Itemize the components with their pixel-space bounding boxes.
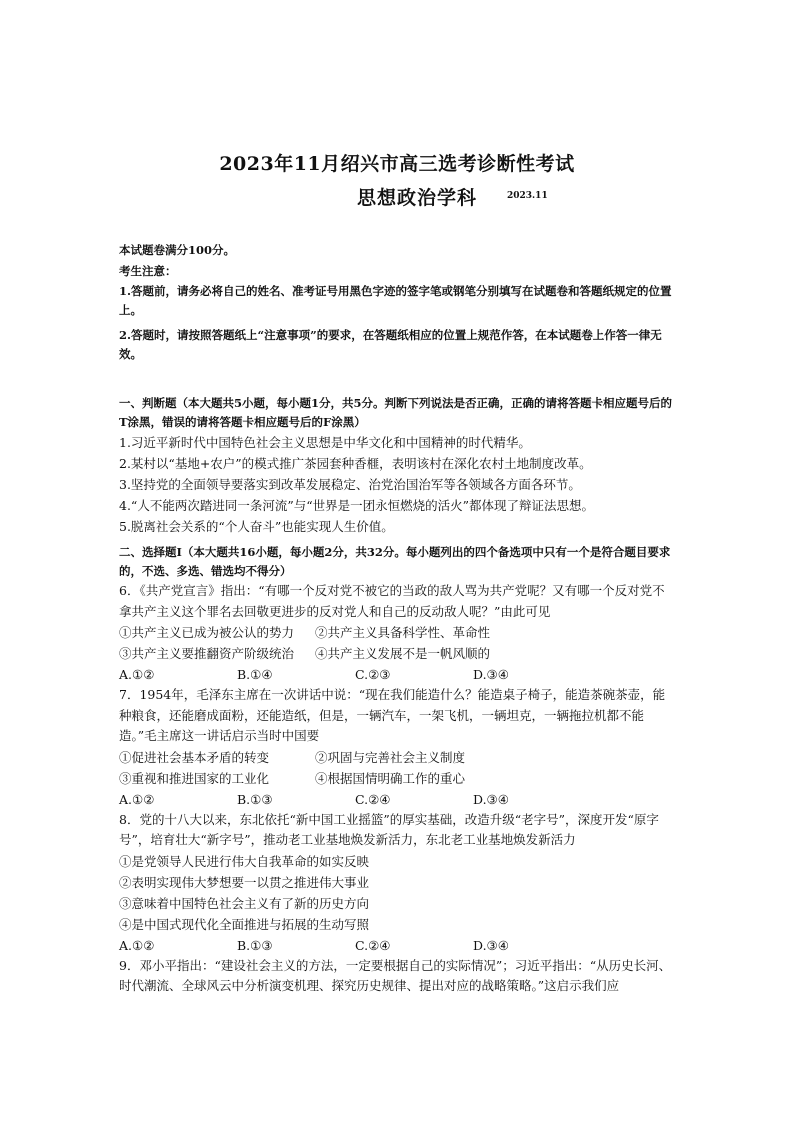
statement-2: ②共产主义具备科学性、革命性	[315, 625, 491, 640]
statement-1: ①促进社会基本矛盾的转变	[119, 749, 270, 765]
choice-c: C.②③	[355, 667, 391, 682]
choice-a: A.①②	[119, 791, 155, 807]
question-9-stem: 9．邓小平指出：“建设社会主义的方法，一定要根据自己的实际情况”；习近平指出：“从历史长河、时代潮流、全球风云中分析演变机理、探究历史规律、提出对应的战略策略。”这启示我们应	[119, 957, 672, 993]
judge-item: 2.某村以“基地+农户”的模式推广茶园套种香榧，表明该村在深化农村土地制度改革。	[119, 456, 592, 471]
statement-4: ④根据国情明确工作的重心	[315, 770, 466, 786]
statement-1: ①是党领导人民进行伟大自我革命的如实反映	[119, 853, 370, 869]
judge-item: 5.脱离社会关系的“个人奋斗”也能实现人生价值。	[119, 519, 394, 534]
question-6-stem: 6．《共产党宣言》指出：“有哪一个反对党不被它的当政的敌人骂为共产党呢？又有哪一个反对党不拿共产主义这个罪名去回敬更进步的反对党人和自己的反动敌人呢？”由此可见	[119, 583, 665, 619]
full-score: 本试题卷满分100分。	[119, 243, 236, 257]
exam-date: 2023.11	[507, 191, 548, 201]
statement-2: ②表明实现伟大梦想要一以贯之推进伟大事业	[119, 874, 370, 890]
question-7-choices	[119, 789, 675, 810]
notice-title: 考生注意：	[119, 264, 177, 278]
statement-3: ③意味着中国特色社会主义有了新的历史方向	[119, 895, 370, 911]
statement-4: ④是中国式现代化全面推进与拓展的生动写照	[119, 916, 370, 932]
question-6-statements	[119, 643, 675, 664]
judge-item: 3.坚持党的全面领导要落实到改革发展稳定、治党治国治军等各领域各方面各环节。	[119, 477, 581, 492]
subject-title: 思想政治学科	[357, 187, 478, 209]
exam-title: 2023年11月绍兴市高三选考诊断性考试	[219, 153, 575, 175]
notice-2: 2.答题时，请按照答题纸上“注意事项”的要求，在答题纸相应的位置上规范作答，在本试题卷上作答一律无效。	[119, 328, 662, 361]
judge-item: 4.“人不能两次踏进同一条河流”与“世界是一团永恒燃烧的活火”都体现了辩证法思想。	[119, 498, 594, 513]
choice-b: B.①③	[237, 791, 273, 807]
statement-1: ①共产主义已成为被公认的势力	[119, 625, 295, 640]
statement-2: ②巩固与完善社会主义制度	[315, 749, 466, 765]
judge-item: 1.习近平新时代中国特色社会主义思想是中华文化和中国精神的时代精华。	[119, 435, 531, 450]
notice-1: 1.答题前，请务必将自己的姓名、准考证号用黑色字迹的签字笔或钢笔分别填写在试题卷和答题纸规定的位置上。	[119, 284, 672, 317]
choice-d: D.③④	[473, 667, 509, 682]
question-8-choices	[119, 935, 675, 956]
choice-a: A.①②	[119, 667, 155, 682]
choice-b: B.①③	[237, 937, 273, 953]
question-8-stem: 8．党的十八大以来，东北依托“新中国工业摇篮”的厚实基础，改造升级“老字号”，深度开发“原字号”，培育壮大“新字号”，推动老工业基地焕发新活力，东北老工业基地焕发新活力	[119, 811, 659, 847]
statement-4: ④共产主义发展不是一帆风顺的	[315, 646, 491, 661]
choice-c: C.②④	[355, 937, 391, 953]
question-7-statements	[119, 768, 675, 789]
question-7-stem: 7．1954年，毛泽东主席在一次讲话中说：“现在我们能造什么？能造桌子椅子，能造茶碗茶壶，能种粮食，还能磨成面粉，还能造纸，但是，一辆汽车，一架飞机，一辆坦克，一辆拖拉机都不能造。”毛主席这一讲话启示当时中国要	[119, 687, 666, 743]
choice-b: B.①④	[237, 667, 273, 682]
exam-content	[119, 240, 675, 997]
question-7-statements	[119, 747, 675, 768]
question-6-choices	[119, 664, 675, 685]
section1-heading: 一、判断题（本大题共5小题，每小题1分，共5分。判断下列说法是否正确，正确的请将答题卡相应题号后的T涂黑，错误的请将答题卡相应题号后的F涂黑）	[119, 396, 672, 429]
choice-a: A.①②	[119, 937, 155, 953]
statement-3: ③共产主义要推翻资产阶级统治	[119, 646, 295, 661]
statement-3: ③重视和推进国家的工业化	[119, 770, 270, 786]
choice-d: D.③④	[473, 937, 509, 953]
choice-c: C.②④	[355, 791, 391, 807]
section2-heading: 二、选择题Ⅰ（本大题共16小题，每小题2分，共32分。每小题列出的四个备选项中只有一个是符合题目要求的，不选、多选、错选均不得分）	[119, 545, 671, 578]
choice-d: D.③④	[473, 791, 509, 807]
question-6-statements	[119, 622, 675, 643]
